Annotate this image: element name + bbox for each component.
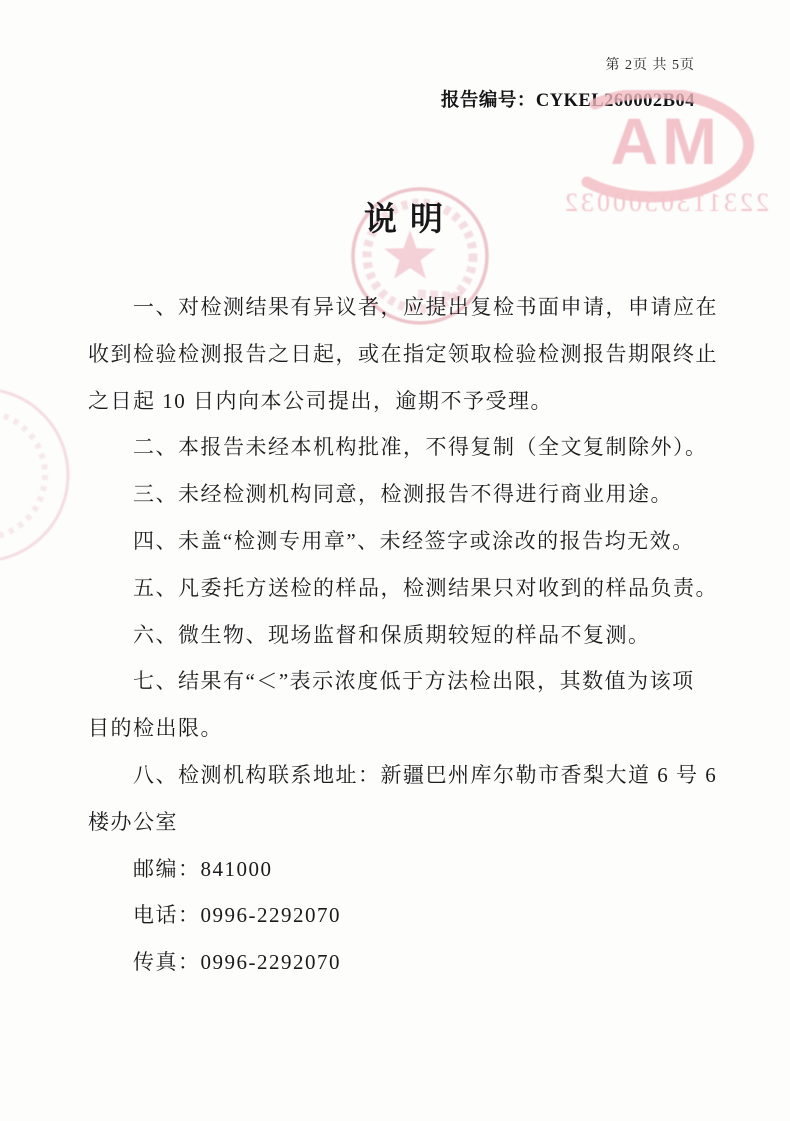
report-number-value: CYKEL260002B04 <box>535 91 695 111</box>
page-number: 第 2页 共 5页 <box>605 58 695 73</box>
body-line-9: 七、结果有“＜”表示浓度低于方法检出限，其数值为该项 <box>133 669 695 694</box>
body-line-2: 收到检验检测报告之日起，或在指定领取检验检测报告期限终止 <box>88 341 718 366</box>
body-line-3: 之日起 10 日内向本公司提出，逾期不予受理。 <box>88 388 553 413</box>
notes-body <box>88 284 718 986</box>
cma-letters: MA <box>606 104 717 178</box>
left-edge-seal-icon <box>0 383 78 573</box>
body-line-13: 邮编：841000 <box>133 856 273 881</box>
body-line-4: 二、本报告未经本机构批准，不得复制（全文复制除外）。 <box>133 435 708 460</box>
body-line-10: 目的检出限。 <box>88 716 223 741</box>
body-line-6: 四、未盖“检测专用章”、未经签字或涂改的报告均无效。 <box>133 528 695 553</box>
report-number-label: 报告编号： <box>440 91 536 111</box>
body-line-7: 五、凡委托方送检的样品，检测结果只对收到的样品负责。 <box>133 575 718 600</box>
page-title: 说明 <box>364 202 456 238</box>
body-line-14: 电话：0996-2292070 <box>133 903 341 928</box>
body-line-1: 一、对检测结果有异议者，应提出复检书面申请，申请应在 <box>133 295 718 319</box>
body-line-8: 六、微生物、现场监督和保质期较短的样品不复测。 <box>133 622 651 647</box>
body-line-15: 传真：0996-2292070 <box>133 950 341 975</box>
body-line-5: 三、未经检测机构同意，检测报告不得进行商业用途。 <box>133 482 673 507</box>
body-line-11: 八、检测机构联系地址：新疆巴州库尔勒市香梨大道 6 号 6 <box>133 762 718 787</box>
report-number-line <box>441 86 695 112</box>
body-line-12: 楼办公室 <box>88 809 178 834</box>
cma-certificate-number: 2231130500032 <box>561 188 769 217</box>
